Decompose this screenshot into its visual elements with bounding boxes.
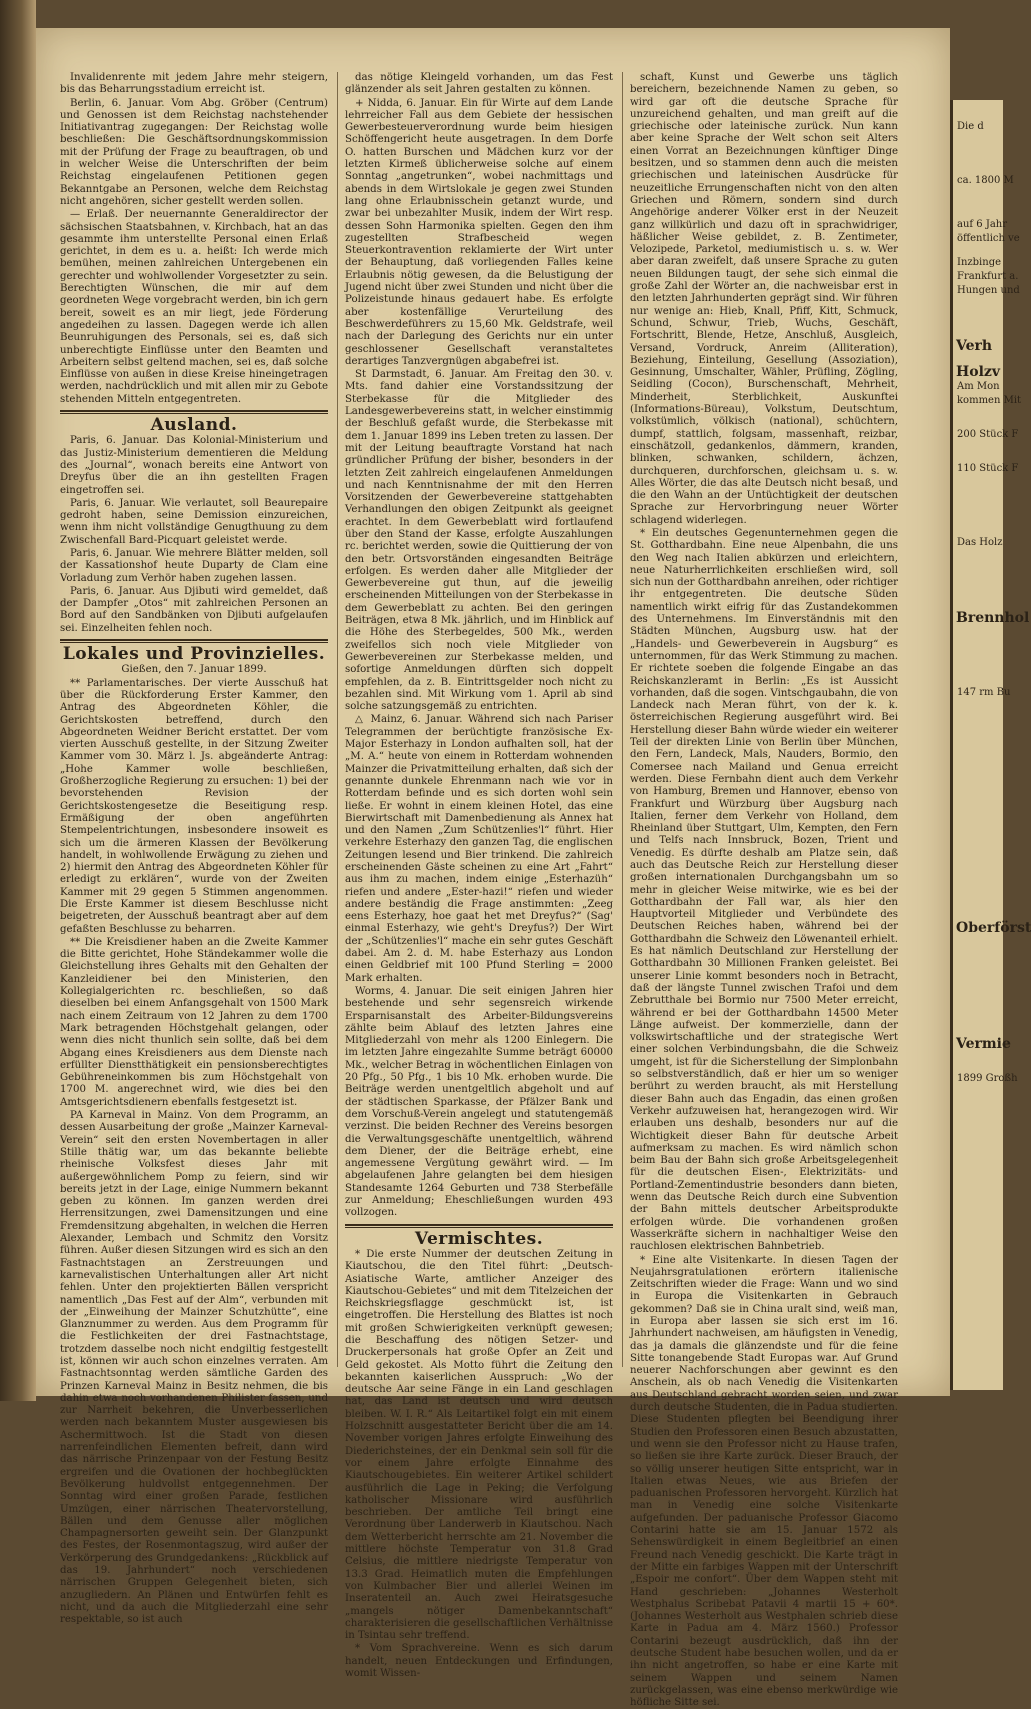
edge-fragment: Hungen und <box>953 284 1003 298</box>
paragraph: △ Mainz, 6. Januar. Während sich nach Pariser Telegrammen der berüchtigte französische Ex-Major Esterhazy in London aufhalten soll, hat der „M. A.“ heute von einem in Rotterdam wohnenden Mainzer die Privatmitteilung erhalten, daß sich der genannte dunkele Ehrenmann nach wie vor in Rotterdam befinde und es sich dorten wohl sein ließe. Er wohnt in einem kleinen Hotel, das eine Bierwirtschaft mit Damenbedienung als Annex hat und den Namen „Zum Schützenlies'l“ führt. Hier verkehre Esterhazy den ganzen Tag, die englischen Zeitungen lesend und Bier trinkend. Die zahlreich erscheinenden Gäste scheinen zu eine Art „Fahrt“ aus ihm zu machen, indem einige „Esterhazüh“ riefen und andere „Ester-hazi!“ riefen und wieder andere beständig die Frage anstimmten: „Zeeg eens Esterhazy, hoe gaat het met Dreyfus?“ (Sag' einmal Esterhazy, wie geht's Dreyfus?) Der Wirt der „Schützenlies'l“ mache ein sehr gutes Geschäft dabei. Am 2. d. M. habe Esterhazy aus London einen Geldbrief mit 100 Pfund Sterling = 2000 Mark erhalten. <box>345 714 613 985</box>
paragraph: Paris, 6. Januar. Das Kolonial-Ministerium und das Justiz-Ministerium dementieren die Meldung des „Journal“, wonach bereits eine Antwort von Dreyfus über die an ihn gestellten Fragen eingetroffen sei. <box>60 435 328 496</box>
column-right <box>622 72 898 1367</box>
paragraph: schaft, Kunst und Gewerbe uns täglich bereichern, bezeichnende Namen zu geben, so wird gar oft die deutsche Sprache für unzureichend gehalten, und man greift auf die griechische oder lateinische zurück. Nun kann aber keine Sprache der Welt schon seit Alters einen Vorrat an Bezeichnungen künftiger Dinge besitzen, und so stammen denn auch die meisten griechischen und lateinischen Ausdrücke für neuzeitliche Errungenschaften nicht von den alten Griechen und Römern, sondern sind durch Angehörige anderer Völker erst in der Neuzeit ganz willkürlich und dazu oft in sprachwidriger, häßlicher Weise gebildet, z. B. Zentimeter, Velozipede, Parketol, mediumistisch u. s. w. Wer aber daran zweifelt, daß unsere Sprache zu guten neuen Bildungen taugt, der sehe sich einmal die große Zahl der Wörter an, die nachweisbar erst in den letzten Jahrhunderten geprägt sind. Wir führen nur wenige an: Hieb, Knall, Pfiff, Kitt, Schmuck, Schund, Schwur, Trieb, Wuchs, Geschäft, Fortschritt, Blende, Hetze, Anschluß, Ausgleich, Versand, Vordruck, Anreim (Alliteration), Beziehung, Einteilung, Gesellung (Assoziation), Gesinnung, Umschalter, Wähler, Prüfling, Zögling, Seidling (Cocon), Burschenschaft, Mehrheit, Minderheit, Sterblichkeit, Auskunftei (Informations-Büreau), Volkstum, Deutschtum, volkstümlich, völkisch (national), schüchtern, dumpf, stattlich, folgsam, massenhaft, reizbar, einschätzoll, gedankenlos, dämmern, kranden, blinken, schwanken, schildern, ächzen, durchqueren, durchforschen, gleichsam u. s. w. Alles Wörter, die das alte Deutsch nicht besaß, und die den Wahn an der Untüchtigkeit der deutschen Sprache zur Hervorbringung neuer Wörter schlagend widerlegen. <box>630 72 898 527</box>
edge-heading: Holzv <box>953 364 1003 380</box>
edge-fragment: 1899 Großh <box>953 1072 1003 1086</box>
edge-fragment: kommen Mit <box>953 394 1003 408</box>
paragraph: * Vom Sprachvereine. Wenn es sich darum handelt, neuen Entdeckungen und Erfindungen, womit Wissen- <box>345 1643 613 1680</box>
edge-fragment: Am Mon <box>953 380 1003 394</box>
edge-fragment: Die d <box>953 120 1003 134</box>
edge-fragment: Frankfurt a. <box>953 270 1003 284</box>
edge-fragment: auf 6 Jahr <box>953 218 1003 232</box>
edge-heading: Vermie <box>953 1036 1003 1052</box>
edge-fragment: Inzbinge <box>953 256 1003 270</box>
paragraph: * Eine alte Visitenkarte. In diesen Tagen der Neujahrsgratulationen erörtern italienische Zeitschriften wieder die Frage: Wann und wo sind in Europa die Visitenkarten in Gebrauch gekommen? Daß sie in China uralt sind, weiß man, in Europa aber lassen sie sich erst im 16. Jahrhundert nachweisen, am häufigsten in Venedig, das ja damals die glänzendste und für die feine Sitte tonangebende Stadt Europas war. Auf Grund neuerer Nachforschungen aber gewinnt es den Anschein, als ob nach Venedig die Visitenkarten aus Deutschland gebracht worden seien, und zwar durch deutsche Studenten, die in Padua studierten. Diese Studenten pflegten bei Beendigung ihrer Studien den Professoren einen Besuch abzustatten, und wenn sie den Professor nicht zu Hause trafen, so ließen sie ihre Karte zurück. Dieser Brauch, der so völlig unserer heutigen Sitte entspricht, war in Italien etwas Neues, wie aus Briefen der paduanischen Professoren hervorgeht. Kürzlich hat man in Venedig eine solche Visitenkarte aufgefunden. Der paduanische Professor Giacomo Contarini hatte sie am 15. Januar 1572 als Sehenswürdigkeit in einem Begleitbrief an einen Freund nach Venedig geschickt. Die Karte trägt in der Mitte ein farbiges Wappen mit der Unterschrift „Espoir me confort“. Über dem Wappen steht mit Hand geschrieben: „Johannes Westerholt Westphalus Scribebat Patavii 4 martii 15 + 60*. (Johannes Westerholt aus Westphalen schrieb diese Karte in Padua am 4. März 1560.) Professor Contarini bezeugt ausdrücklich, daß ihn der deutsche Student habe besuchen wollen, und da er ihn nicht angetroffen, so habe er eine Karte mit seinem Wappen und seinem Namen zurückgelassen, was eine ebenso merkwürdige wie höfliche Sitte sei. <box>630 1255 898 1709</box>
paragraph: + Nidda, 6. Januar. Ein für Wirte auf dem Lande lehrreicher Fall aus dem Gebiete der hessischen Gewerbesteuerverordnung wurde beim hiesigen Schöffengericht heute ausgetragen. In dem Dorfe O. hatten Burschen und Mädchen kurz vor der letzten Kirmeß üblicherweise solche auf einem Sonntag „angetrunken“, wobei nachmittags und abends in dem Wirtslokale je gegen zwei Stunden lang ohne Erlaubnisschein getanzt wurde, und zwar bei unbezahlter Musik, indem der Wirt resp. dessen Sohn Harmonika spielten. Gegen den ihm zugestellten Strafbescheid wegen Steuerkontravention reklamierte der Wirt unter der Behauptung, daß vorliegenden Falles keine Erlaubnis nötig gewesen, da die Belustigung der Jugend nicht über zwei Stunden und nicht über die Polizeistunde hinaus gedauert habe. Es erfolgte aber kostenfällige Verurteilung des Beschwerdeführers zu 15,60 Mk. Geldstrafe, weil nach der Darlegung des Gerichts nur ein unter geschlossener Gesellschaft veranstaltetes derartiges Tanzvergnügen abgabefrei ist. <box>345 98 613 369</box>
paragraph: Paris, 6. Januar. Wie mehrere Blätter melden, soll der Kassationshof heute Duparty de Clam eine Vorladung zum Verhör haben zugehen lassen. <box>60 548 328 585</box>
section-divider <box>60 410 328 414</box>
edge-heading: Brennhol <box>953 610 1003 626</box>
paragraph: Berlin, 6. Januar. Vom Abg. Gröber (Centrum) und Genossen ist dem Reichstag nachstehender Initiativantrag zugegangen: Der Reichstag wolle beschließen: Die Geschäftsordnungskommission mit der Prüfung der Frage zu beauftragen, ob und in welcher Weise die Unterschriften der beim Reichstag eingelaufenen Petitionen gegen Bekanntgabe an Personen, welche dem Reichstag nicht angehören, sicher gestellt werden sollen. <box>60 98 328 209</box>
scan-dark-edge-left <box>0 0 36 1401</box>
paragraph: — Erlaß. Der neuernannte Generaldirector der sächsischen Staatsbahnen, v. Kirchbach, hat an das gesammte ihm unterstellte Personal einen Erlaß gerichtet, in dem es u. a. heißt: Ich werde mich bemühen, meinen zahlreichen Untergebenen ein gerechter und wohlwollender Vorgesetzter zu sein. Berechtigten Wünschen, die mir auf dem geordneten Wege vorgebracht werden, bin ich gern bereit, soweit es an mir liegt, jede Förderung angedeihen zu lassen. Dagegen werde ich allen Beunruhigungen des Personals, sei es, daß sich unberechtigte Einflüsse unter den Beamten und Arbeitern selbst geltend machen, sei es, daß solche Einflüsse von außen in diese Kreise hineingetragen werden, nachdrücklich und mit allen mir zu Gebote stehenden Mitteln entgegentreten. <box>60 209 328 406</box>
column-middle <box>337 72 613 1367</box>
paragraph: * Die erste Nummer der deutschen Zeitung in Kiautschou, die den Titel führt: „Deutsch-Asiatische Warte, amtlicher Anzeiger des Kiautschou-Gebietes“ und mit dem Titelzeichen der Reichskriegsflagge geschmückt ist, ist eingetroffen. Die Herstellung des Blattes ist noch mit großen Schwierigkeiten verknüpft gewesen; die Beschaffung des nötigen Setzer- und Druckerpersonals hat große Opfer an Zeit und Geld gekostet. Als Motto führt die Zeitung den bekannten kaiserlichen Ausspruch: „Wo der deutsche Aar seine Fänge in ein Land geschlagen hat, das Land ist deutsch und wird deutsch bleiben. W. I. R.“ Als Leitartikel folgt ein mit einem Holzschnitt ausgestatteter Bericht über die am 14. November vorigen Jahres erfolgte Einweihung des Diederichsteines, der ein Denkmal sein soll für die vor einem Jahre erfolgte Einnahme des Kiautschougebietes. Ein weiterer Artikel schildert ausführlich die Lage in Peking; die Verfolgung katholischer Missionare wird ausführlich beschrieben. Der amtliche Teil bringt eine Verordnung über Landerwerb in Kiautschou. Nach dem Wetterbericht herrschte am 21. November die mittlere höchste Temperatur von 31.8 Grad Celsius, die mittlere niedrigste Temperatur von 13.3 Grad. Heimatlich muten die Empfehlungen von Kulmbacher Bier und allerlei Weinen im Inseratenteil an. Auch zwei Heiratsgesuche „mangels nötiger Damenbekanntschaft“ charakterisieren die gesellschaftlichen Verhältnisse in Tsintau sehr treffend. <box>345 1249 613 1643</box>
paragraph: * Ein deutsches Gegenunternehmen gegen die St. Gotthardbahn. Eine neue Alpenbahn, die uns den Weg nach Italien abkürzen und erleichtern, neue Naturherrlichkeiten erschließen wird, soll sich nun der Gotthardbahn anreihen, oder richtiger ihr entgegentreten. Die deutsche Süden namentlich wirkt eifrig für das Zustandekommen des Unternehmens. Im Einverständnis mit den Städten München, Augsburg usw. hat der „Handels- und Gewerbeverein in Augsburg“ es unternommen, für das Werk Stimmung zu machen. Er richtete soeben die folgende Eingabe an das Reichskanzleramt in Berlin: „Es ist Aussicht vorhanden, daß die sogen. Vintschgaubahn, die von Landeck nach Meran führt, von der k. k. österreichischen Regierung ausgeführt wird. Bei Herstellung dieser Bahn würde wieder ein weiterer Teil der direkten Linie von Berlin über München, den Fern, Landeck, Mals, Nauders, Bormio, den Comersee nach Mailand und Genua erreicht werden. Diese Fernbahn dient auch dem Verkehr von Hamburg, Bremen und Hannover, ebenso von Frankfurt und Würzburg über Augsburg nach Italien, ferner dem Verkehr von Holland, dem Rheinland über Stuttgart, Ulm, Kempten, den Fern und Telfs nach Innsbruck, Bozen, Trient und Venedig. Es dürfte deshalb am Platze sein, daß auch das Deutsche Reich zur Herstellung dieser großen internationalen Durchgangsbahn um so mehr in gleicher Weise mitwirke, wie es bei der Gotthardbahn der Fall war, als hier den Hauptvorteil Mitglieder und Verbündete des Deutschen Reiches haben, während bei der Gotthardbahn die Schweiz den Löwenanteil erhielt. Es hat nämlich Deutschland zur Herstellung der Gotthardbahn 30 Millionen Franken geleistet. Bei unserer Linie kommt besonders noch in Betracht, daß der längste Tunnel zwischen Trafoi und dem Zebrutthale bei Bormio nur 7500 Meter erreicht, während er bei der Gotthardbahn 14500 Meter Länge aufweist. Der kommerzielle, dann der volkswirtschaftliche und der strategische Wert einer solchen Verbindungsbahn, die die Schweiz umgeht, ist für die Sicherstellung der Simplonbahn so selbstverständlich, daß er hier um so weniger berührt zu werden braucht, als mit Herstellung dieser Bahn auch das Engadin, das einen großen Verkehr aufzuweisen hat, herangezogen wird. Wir erlauben uns deshalb, besonders nur auf die Wichtigkeit dieser Bahn für deutsche Arbeit aufmerksam zu machen. Es wird nämlich schon beim Bau der Bahn sich große Arbeitsgelegenheit für die deutschen Eisen-, Elektrizitäts- und Portland-Zementindustrie besonders dann bieten, wenn das Deutsche Reich durch eine Subvention der Bahn mittels deutscher Arbeitsprodukte erfolgen würde. Die vorhandenen großen Wasserkräfte sichern in nachhaltiger Weise den rauchlosen elektrischen Bahnbetrieb. <box>630 528 898 1254</box>
edge-fragment: Das Holz <box>953 536 1003 550</box>
paragraph: Invalidenrente mit jedem Jahre mehr steigern, bis das Beharrungsstadium erreicht ist. <box>60 72 328 97</box>
edge-fragment: 110 Stück F <box>953 462 1003 476</box>
paragraph: das nötige Kleingeld vorhanden, um das Fest glänzender als seit Jahren gestalten zu können. <box>345 72 613 97</box>
edge-fragment: 200 Stück F <box>953 428 1003 442</box>
paragraph: PA Karneval in Mainz. Von dem Programm, an dessen Ausarbeitung der große „Mainzer Karneval-Verein“ seit den ersten Novembertagen in aller Stille thätig war, um das bekannte beliebte rheinische Volksfest dieses Jahr mit außergewöhnlichem Pomp zu feiern, sind wir bereits jetzt in der Lage, einige Nummern bekannt geben zu können. Im ganzen werden drei Herrensitzungen, zwei Damensitzungen und eine Fremdensitzung abgehalten, in welchen die Herren Alexander, Lembach und Schmitz den Vorsitz führen. Außer diesen Sitzungen wird es sich an den Fastnachtstagen an Zerstreuungen und karnevalistischen Unterhaltungen aller Art nicht fehlen. Unter den projektierten Bällen verspricht namentlich „Das Fest auf der Alm“, verbunden mit der „Einweihung der Mainzer Schutzhütte“, eine Glanznummer zu werden. Aus dem Programm für die Festlichkeiten der drei Fastnachtstage, trotzdem dasselbe noch nicht endgiltig festgestellt ist, können wir auch schon einzelnes verraten. Am Fastnachtsonntag werden sämtliche Garden des Prinzen Karneval Mainz in Besitz nehmen, die bis dahin etwa noch vorhandenen Philister fassen, und zur Narrheit bekehren, die Unverbesserlichen werden nach bekanntem Muster ausgewiesen bis Aschermittwoch. Ist die Stadt von diesen narrenfeindlichen Elementen befreit, dann wird das närrische Prinzenpaar von der Festung Besitz ergreifen und die Ovationen der hochbeglückten Bevölkerung huldvollst entgegennehmen. Der Sonntag wird einer großen Parade, festlichen Umzügen, einer närrischen Theatervorstellung, Bällen und dem Genusse aller möglichen Champagnersorten geweiht sein. Der Glanzpunkt des Festes, der Rosenmontagszug, wird außer der Verkörperung des Grundgedankens: „Rückblick auf das 19. Jahrhundert“ noch verschiedenen närrischen Gruppen Gelegenheit bieten, sich anzugliedern. An Plänen und Entwürfen fehlt es nicht, und da auch die Mitgliederzahl eine sehr respektable, so ist auch <box>60 1110 328 1626</box>
column-left <box>60 72 328 1367</box>
section-heading-vermischtes: Vermischtes. <box>345 1233 613 1245</box>
section-divider <box>60 639 328 643</box>
edge-heading: Verh <box>953 338 1003 354</box>
section-heading-ausland: Ausland. <box>60 419 328 431</box>
paragraph: Paris, 6. Januar. Wie verlautet, soll Beaurepaire gedroht haben, seine Demission einzureichen, wenn ihm nicht vollständige Genugthuung zu dem Zwischenfall Bard-Picquart geleistet werde. <box>60 498 328 547</box>
dateline: Gießen, den 7. Januar 1899. <box>60 664 328 676</box>
adjacent-page-edge <box>950 100 1003 1390</box>
section-divider <box>345 1224 613 1228</box>
edge-fragment: 147 rm Bu <box>953 686 1003 700</box>
paragraph: ** Parlamentarisches. Der vierte Ausschuß hat über die Rückforderung Erster Kammer, den Antrag des Abgeordneten Köhler, die Gerichtskosten betreffend, durch den Abgeordneten Weidner Bericht erstattet. Der vom vierten Ausschuß gestellte, in der Sitzung Zweiter Kammer vom 30. März l. Js. abgeänderte Antrag: „Hohe Kammer wolle beschließen, Großherzogliche Regierung zu ersuchen: 1) bei der bevorstehenden Revision der Gerichtskostengesetze die Beseitigung resp. Ermäßigung der oben angeführten Stempelentrichtungen, insbesondere insoweit es sich um die ärmeren Klassen der Bevölkerung handelt, in wohlwollende Erwägung zu ziehen und 2) hiermit den Antrag des Abgeordneten Köhler für erledigt zu erklären“, wurde von der Zweiten Kammer mit 29 gegen 5 Stimmen angenommen. Die Erste Kammer ist diesem Beschlusse nicht beigetreten, der Ausschuß beantragt aber auf dem gefaßten Beschlusse zu beharren. <box>60 678 328 936</box>
paragraph: ** Die Kreisdiener haben an die Zweite Kammer die Bitte gerichtet, Hohe Ständekammer wolle die Gleichstellung ihres Gehalts mit den Gehalten der Kanzleidiener bei den Ministerien, den Kollegialgerichten rc. beschließen, so daß dieselben bei einem Anfangsgehalt von 1500 Mark nach einem Zeitraum von 12 Jahren zu dem 1700 Mark betragenden Höchstgehalt gelangen, oder wenn dies nicht thunlich sein sollte, daß bei dem Abgang eines Kreisdieners aus dem Dienste nach erfüllter Dienstthätigkeit ein pensionsberechtigtes Gebühreneinkommen bis zum Höchstgehalt von 1700 M. angerechnet wird, wie dies bei den Amtsgerichtsdienern ebenfalls festgesetzt ist. <box>60 937 328 1109</box>
paragraph: Worms, 4. Januar. Die seit einigen Jahren hier bestehende und sehr segensreich wirkende Ersparnisanstalt des Arbeiter-Bildungsvereins zählte beim Ablauf des letzten Jahres eine Mitgliederzahl von mehr als 1200 Einlegern. Die im letzten Jahre eingezahlte Summe beträgt 60000 Mk., welcher Betrag in wöchentlichen Einlagen von 20 Pfg., 50 Pfg., 1 bis 10 Mk. erhoben wurde. Die Beiträge werden unentgeltlich abgeholt und auf der städtischen Sparkasse, der Pfälzer Bank und dem Vorschuß-Verein angelegt und statutengemäß verzinst. Die beiden Rechner des Vereins besorgen die Verwaltungsgeschäfte unentgeltlich, während dem Diener, der die Beiträge erhebt, eine angemessene Vergütung gewährt wird. — Im abgelaufenen Jahre gelangten bei dem hiesigen Standesamte 1264 Geburten und 738 Sterbefälle zur Anmeldung; Eheschließungen wurden 493 vollzogen. <box>345 986 613 1220</box>
edge-fragment: ca. 1800 M <box>953 174 1003 188</box>
paragraph: St Darmstadt, 6. Januar. Am Freitag den 30. v. Mts. fand dahier eine Vorstandssitzung der Sterbekasse für die Mitglieder des Landesgewerbevereins statt, in welcher einstimmig der Beschluß gefaßt wurde, die Sterbekasse mit dem 1. Januar 1899 ins Leben treten zu lassen. Der mit der Leitung beauftragte Vorstand hat nach gründlicher Prüfung der bisher, besonders in der letzten Zeit zahlreich eingelaufenen Anmeldungen und nach Kenntnisnahme der mit den Herren Vorsitzenden der Gewerbevereine stattgehabten Verhandlungen den obigen Zeitpunkt als geeignet erachtet. In dem Gewerbeblatt wird fortlaufend über den Stand der Kasse, erfolgte Auszahlungen rc. berichtet werden, sowie die Quittierung der von den betr. Ortsvorständen eingesandten Beiträge erfolgen. Es werden daher alle Mitglieder der Gewerbevereine gut thun, auf die jeweilig erscheinenden Mitteilungen von der Sterbekasse in dem Gewerbeblatt zu achten. Bei den geringen Beiträgen, etwa 8 Mk. jährlich, und im Hinblick auf die Höhe des Sterbegeldes, 500 Mk., werden zweifellos sich noch viele Mitglieder von Gewerbevereinen zur Sterbekasse melden, und sofortige Anmeldungen dürften sich doppelt empfehlen, da z. B. Eintrittsgelder noch nicht zu bezahlen sind. Mit Wirkung vom 1. April ab sind solche satzungsgemäß zu entrichten. <box>345 369 613 713</box>
edge-heading: Oberförst <box>953 920 1003 936</box>
edge-fragment: öffentlich ve <box>953 232 1003 246</box>
section-heading-lokales: Lokales und Provinzielles. <box>60 648 328 660</box>
paragraph: Paris, 6. Januar. Aus Djibuti wird gemeldet, daß der Dampfer „Otos“ mit zahlreichen Personen an Bord auf den Sandbänken von Djibuti aufgelaufen sei. Einzelheiten fehlen noch. <box>60 586 328 635</box>
